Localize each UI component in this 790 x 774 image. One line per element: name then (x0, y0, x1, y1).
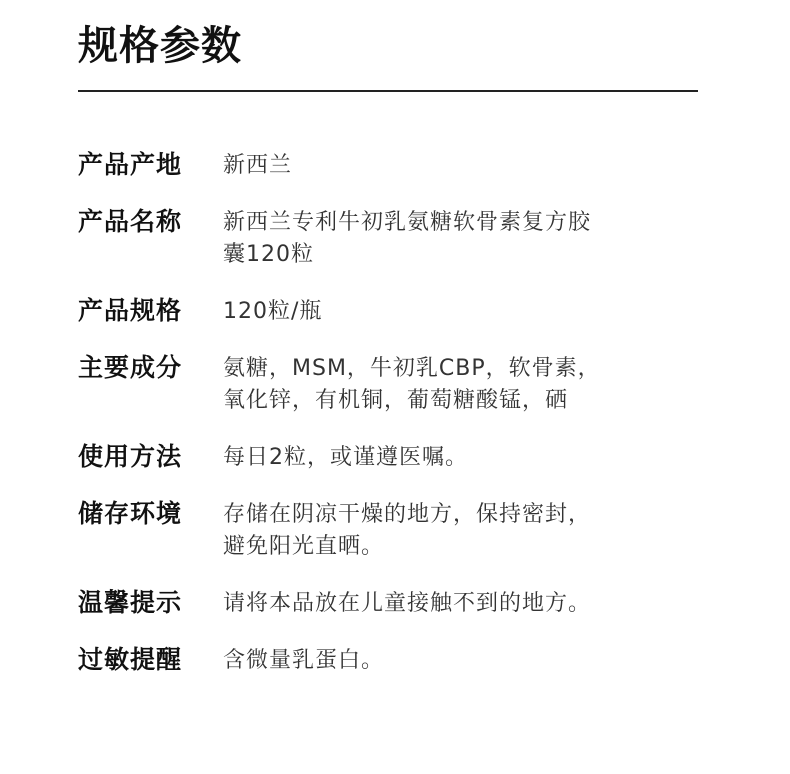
spec-row-storage (78, 497, 718, 563)
spec-value (223, 643, 718, 677)
spec-value (223, 497, 718, 563)
spec-value (223, 205, 718, 271)
spec-label: 温馨提示 (78, 588, 183, 617)
spec-value-line: 氨糖，MSM，牛初乳CBP，软骨素， (223, 356, 601, 381)
spec-value (223, 440, 718, 474)
spec-label: 过敏提醒 (78, 645, 183, 674)
spec-value-line: 新西兰专利牛初乳氨糖软骨素复方胶 (223, 210, 592, 235)
spec-row-allergy (78, 643, 718, 677)
spec-value-line: 避免阳光直晒。 (223, 534, 385, 559)
spec-label: 主要成分 (78, 353, 183, 382)
spec-value-line: 存储在阴凉干燥的地方，保持密封， (223, 502, 592, 527)
spec-label: 产品名称 (78, 207, 183, 236)
spec-row-specification (78, 294, 718, 328)
spec-list (78, 148, 718, 700)
spec-value-line: 120粒/瓶 (223, 299, 323, 324)
spec-row-tips (78, 586, 718, 620)
spec-label: 产品规格 (78, 296, 183, 325)
spec-value-line: 每日2粒，或谨遵医嘱。 (223, 445, 468, 470)
page-title: 规格参数 (78, 23, 242, 69)
spec-value-line: 请将本品放在儿童接触不到的地方。 (223, 591, 592, 616)
spec-row-product-name (78, 205, 718, 271)
spec-value-line: 囊120粒 (223, 242, 314, 267)
spec-label: 产品产地 (78, 150, 183, 179)
spec-value-line: 氧化锌，有机铜，葡萄糖酸锰，硒 (223, 388, 569, 413)
title-divider (78, 90, 698, 92)
spec-value-line: 新西兰 (223, 153, 293, 178)
spec-row-origin (78, 148, 718, 182)
spec-label: 储存环境 (78, 499, 183, 528)
spec-value (223, 148, 718, 182)
spec-value (223, 586, 718, 620)
spec-value (223, 294, 718, 328)
spec-value-line: 含微量乳蛋白。 (223, 648, 385, 673)
spec-row-ingredients (78, 351, 718, 417)
spec-value (223, 351, 718, 417)
spec-label: 使用方法 (78, 442, 183, 471)
spec-row-usage (78, 440, 718, 474)
